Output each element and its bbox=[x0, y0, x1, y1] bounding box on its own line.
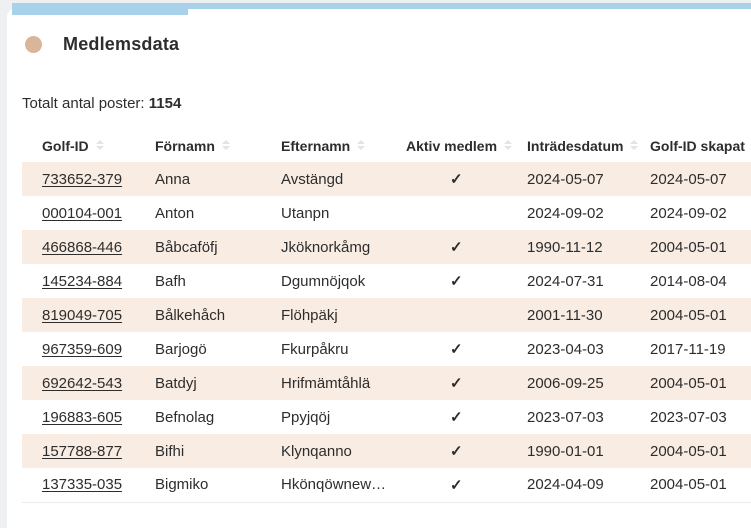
active-member-cell bbox=[386, 332, 507, 366]
active-member-cell bbox=[386, 434, 507, 468]
join-date-cell: 2023-04-03 bbox=[527, 340, 604, 358]
table-row bbox=[22, 162, 751, 196]
table-row bbox=[22, 264, 751, 298]
golf-id-link[interactable]: 819049-705 bbox=[42, 306, 123, 324]
active-member-cell bbox=[386, 264, 507, 298]
created-date-cell: 2004-05-01 bbox=[650, 238, 727, 256]
column-header-last-name[interactable]: Efternamn bbox=[261, 130, 386, 162]
first-name-cell: Batdyj bbox=[155, 374, 197, 392]
active-member-cell bbox=[386, 298, 507, 332]
table-row bbox=[22, 196, 751, 230]
sort-icon[interactable] bbox=[504, 140, 512, 150]
join-date-cell: 2024-04-09 bbox=[507, 468, 630, 502]
record-count-value: 1154 bbox=[148, 95, 182, 112]
created-date-cell: 2024-05-07 bbox=[650, 170, 727, 188]
content-card bbox=[7, 8, 751, 528]
first-name-cell: Anna bbox=[155, 170, 191, 188]
first-name-cell: Anton bbox=[155, 204, 195, 222]
sort-icon[interactable] bbox=[96, 140, 104, 150]
checkmark-icon: ✓ bbox=[450, 273, 463, 290]
golf-id-link[interactable]: 733652-379 bbox=[42, 170, 123, 188]
golf-id-cell bbox=[22, 298, 135, 332]
table-row bbox=[22, 468, 751, 502]
active-member-cell bbox=[386, 400, 507, 434]
checkmark-icon: ✓ bbox=[450, 375, 463, 392]
golf-id-link[interactable]: 137335-035 bbox=[42, 476, 123, 494]
join-date-cell: 2001-11-30 bbox=[527, 306, 603, 324]
column-header-join-date[interactable]: Inträdesdatum bbox=[507, 130, 630, 162]
active-member-cell bbox=[386, 366, 507, 400]
sort-icon[interactable] bbox=[630, 140, 638, 150]
golf-id-link[interactable]: 157788-877 bbox=[42, 442, 123, 460]
active-member-cell bbox=[386, 468, 507, 502]
active-member-cell bbox=[386, 162, 507, 196]
bullet-icon bbox=[25, 36, 42, 53]
table-row bbox=[22, 400, 751, 434]
members-table bbox=[22, 130, 751, 503]
column-header-first-name[interactable]: Förnamn bbox=[135, 130, 261, 162]
card-header bbox=[7, 8, 751, 55]
created-date-cell: 2023-07-03 bbox=[650, 408, 727, 426]
golf-id-link[interactable]: 000104-001 bbox=[42, 204, 123, 222]
checkmark-icon: ✓ bbox=[450, 341, 463, 358]
first-name-cell: Bafh bbox=[155, 272, 186, 290]
record-count bbox=[22, 95, 181, 112]
last-name-cell: Fkurpåkru bbox=[281, 340, 349, 358]
golf-id-cell bbox=[22, 468, 135, 502]
golf-id-cell bbox=[22, 332, 135, 366]
first-name-cell: Båbcaföfj bbox=[155, 238, 218, 256]
sort-icon[interactable] bbox=[222, 140, 230, 150]
record-count-label: Totalt antal poster: bbox=[22, 95, 149, 112]
sort-icon[interactable] bbox=[357, 140, 365, 150]
golf-id-cell bbox=[22, 400, 135, 434]
active-tab[interactable] bbox=[12, 3, 188, 15]
created-date-cell: 2024-09-02 bbox=[650, 204, 727, 222]
last-name-cell: Hkönqöwnew… bbox=[261, 468, 386, 502]
column-header-golf-id-created[interactable]: Golf-ID skapat bbox=[650, 138, 745, 154]
column-header-golf-id[interactable]: Golf-ID bbox=[22, 130, 135, 162]
last-name-cell: Avstängd bbox=[281, 170, 344, 188]
last-name-cell: Ppyjqöj bbox=[281, 408, 331, 426]
table-row bbox=[22, 332, 751, 366]
golf-id-cell bbox=[22, 162, 135, 196]
active-member-cell bbox=[386, 196, 507, 230]
last-name-cell: Klynqanno bbox=[281, 442, 352, 460]
first-name-cell: Bålkehåch bbox=[155, 306, 226, 324]
golf-id-link[interactable]: 145234-884 bbox=[42, 272, 123, 290]
created-date-cell: 2004-05-01 bbox=[650, 306, 727, 324]
golf-id-link[interactable]: 692642-543 bbox=[42, 374, 123, 392]
last-name-cell: Utanpn bbox=[281, 204, 330, 222]
created-date-cell: 2014-08-04 bbox=[650, 272, 727, 290]
created-date-cell: 2017-11-19 bbox=[650, 340, 726, 358]
golf-id-cell bbox=[22, 196, 135, 230]
golf-id-cell bbox=[22, 230, 135, 264]
created-date-cell: 2004-05-01 bbox=[650, 374, 727, 392]
first-name-cell: Bigmiko bbox=[135, 468, 261, 502]
table-row bbox=[22, 434, 751, 468]
join-date-cell: 1990-01-01 bbox=[527, 442, 604, 460]
golf-id-cell bbox=[22, 434, 135, 468]
golf-id-link[interactable]: 196883-605 bbox=[42, 408, 123, 426]
first-name-cell: Befnolag bbox=[155, 408, 215, 426]
join-date-cell: 2024-05-07 bbox=[527, 170, 604, 188]
first-name-cell: Barjogö bbox=[155, 340, 207, 358]
checkmark-icon: ✓ bbox=[450, 443, 463, 460]
first-name-cell: Bifhi bbox=[155, 442, 185, 460]
join-date-cell: 2006-09-25 bbox=[527, 374, 604, 392]
checkmark-icon: ✓ bbox=[450, 476, 463, 494]
members-table-wrap bbox=[22, 130, 751, 503]
column-header-active-member[interactable]: Aktiv medlem bbox=[386, 130, 507, 162]
table-row bbox=[22, 230, 751, 264]
checkmark-icon: ✓ bbox=[450, 171, 463, 188]
page-title: Medlemsdata bbox=[63, 34, 180, 54]
last-name-cell: Flöhpäkj bbox=[281, 306, 338, 324]
join-date-cell: 2023-07-03 bbox=[527, 408, 604, 426]
join-date-cell: 2024-09-02 bbox=[527, 204, 604, 222]
checkmark-icon: ✓ bbox=[450, 239, 463, 256]
golf-id-cell bbox=[22, 366, 135, 400]
header-row bbox=[22, 130, 751, 162]
table-row bbox=[22, 366, 751, 400]
last-name-cell: Jköknorkåmg bbox=[281, 238, 371, 256]
last-name-cell: Hrifmämtåhlä bbox=[281, 374, 371, 392]
last-name-cell: Dgumnöjqok bbox=[281, 272, 366, 290]
created-date-cell: 2004-05-01 bbox=[630, 468, 751, 502]
golf-id-link[interactable]: 967359-609 bbox=[42, 340, 123, 358]
checkmark-icon: ✓ bbox=[450, 409, 463, 426]
join-date-cell: 1990-11-12 bbox=[527, 238, 603, 256]
golf-id-cell bbox=[22, 264, 135, 298]
created-date-cell: 2004-05-01 bbox=[650, 442, 727, 460]
join-date-cell: 2024-07-31 bbox=[527, 272, 604, 290]
active-member-cell bbox=[386, 230, 507, 264]
table-row bbox=[22, 298, 751, 332]
golf-id-link[interactable]: 466868-446 bbox=[42, 238, 123, 256]
